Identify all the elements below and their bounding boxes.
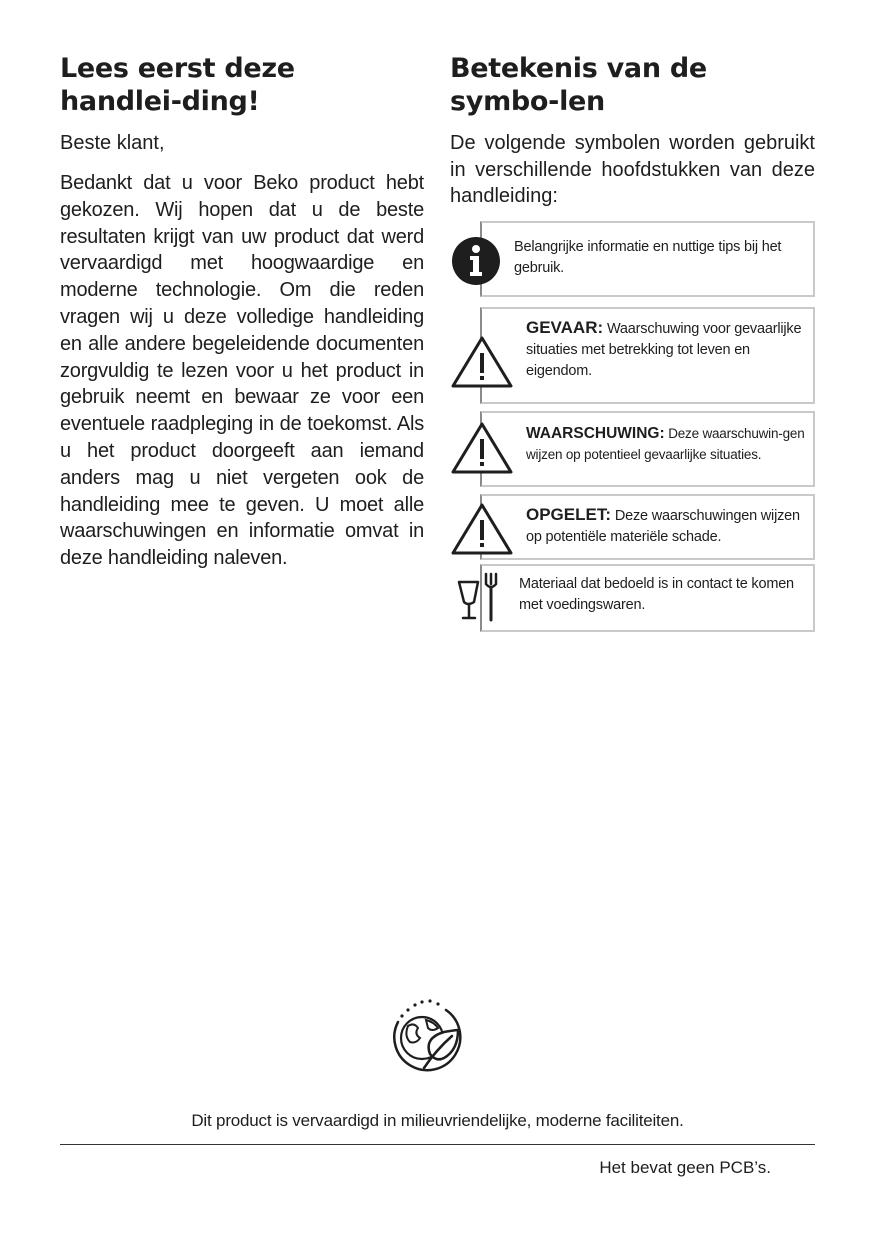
caution-description: Deze waarschuwingen wijzen op potentiële materiële schade. bbox=[526, 508, 800, 545]
caution-label: OPGELET: bbox=[526, 505, 612, 524]
symbol-danger bbox=[450, 307, 815, 404]
symbol-info bbox=[450, 221, 815, 297]
warning-triangle-icon bbox=[450, 335, 514, 394]
danger-description: Waarschuwing voor gevaarlijke situaties met betrekking tot leven en eigendom. bbox=[526, 321, 802, 379]
symbols-title: Betekenis van de symbo-len bbox=[450, 53, 707, 117]
food-contact-icon bbox=[456, 570, 504, 627]
manual-title: Lees eerst deze handlei-ding! bbox=[60, 53, 295, 117]
symbols-intro: De volgende symbolen worden gebruikt in verschillende hoofdstukken van deze handleiding: bbox=[450, 132, 815, 207]
symbol-warning-text bbox=[526, 423, 808, 465]
footer-divider bbox=[60, 1144, 815, 1145]
symbol-caution bbox=[450, 494, 815, 560]
eco-globe-leaf-icon bbox=[384, 996, 466, 1086]
symbol-info-text: Belangrijke informatie en nuttige tips bij het gebruik. bbox=[514, 239, 782, 276]
warning-triangle-icon bbox=[450, 502, 514, 561]
greeting: Beste klant, bbox=[60, 132, 165, 154]
warning-description: Deze waarschuwin-gen wijzen op potentieel gevaarlijke situaties. bbox=[526, 426, 805, 462]
symbol-danger-text bbox=[526, 317, 806, 382]
symbol-caution-text bbox=[526, 504, 808, 548]
symbol-food-contact bbox=[450, 564, 815, 632]
eco-statement: Dit product is vervaardigd in milieuvriendelijke, moderne faciliteiten. bbox=[191, 1111, 684, 1130]
info-icon bbox=[450, 235, 502, 292]
left-column bbox=[60, 52, 424, 572]
symbol-food-text: Materiaal dat bedoeld is in contact te komen met voedingswaren. bbox=[519, 576, 794, 613]
danger-label: GEVAAR: bbox=[526, 318, 604, 337]
warning-triangle-icon bbox=[450, 421, 514, 480]
warning-label: WAARSCHUWING: bbox=[526, 425, 665, 442]
symbol-warning bbox=[450, 411, 815, 487]
right-column bbox=[450, 52, 815, 224]
intro-paragraph: Bedankt dat u voor Beko product hebt gekozen. Wij hopen dat u de beste resultaten krijgt van uw product dat werd vervaardigd met hoogwaardige en moderne technologie. Om die reden vragen wij u deze volledige handleiding en alle andere begeleidende documenten zorgvuldig te lezen voor u het product in gebruik neemt en bewaar ze voor een eventuele raadpleging in de toekomst. Als u het product doorgeeft aan iemand anders mag u niet vergeten ook de handleiding mee te geven. U moet alle waarschuwingen en informatie omvat in deze handleiding naleven. bbox=[60, 172, 424, 570]
pcb-statement: Het bevat geen PCB’s. bbox=[599, 1158, 771, 1177]
